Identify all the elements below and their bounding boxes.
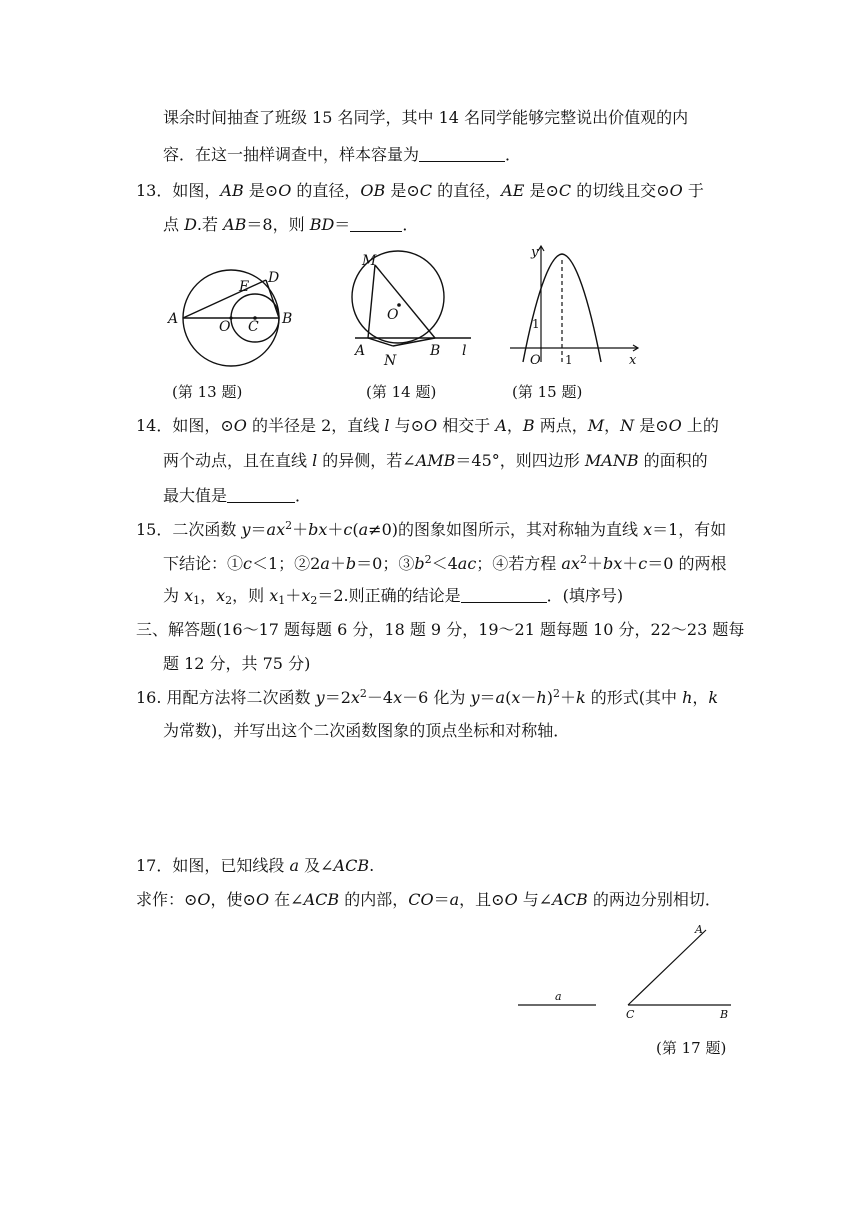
fig13-label-E: E — [239, 279, 250, 295]
figure-13 — [165, 248, 325, 378]
fig14-label-N: N — [384, 353, 397, 369]
q14-line1: 14．如图，⊙O 的半径是 2，直线 l 与⊙O 相交于 A，B 两点，M，N 是⊙O 上的 — [136, 416, 719, 435]
q17-line1: 17．如图，已知线段 a 及∠ACB. — [136, 856, 375, 875]
caption-fig14: (第 14 题) — [366, 383, 437, 401]
caption-fig17: (第 17 题) — [656, 1039, 727, 1057]
q15-line1: 15．二次函数 $y=ax^2+bx+c(a\ne 0)$的图象如图所示，其对称轴为直线 x＝1，有如 — [136, 519, 727, 539]
q14-line2: 两个动点，且在直线 l 的异侧，若∠AMB＝45°，则四边形 MANB 的面积的 — [163, 451, 708, 470]
q17-line2: 求作：⊙O，使⊙O 在∠ACB 的内部，CO＝a，且⊙O 与∠ACB 的两边分别相切． — [136, 890, 721, 909]
fig14-label-A: A — [355, 343, 366, 359]
caption-fig15: (第 15 题) — [512, 383, 583, 401]
figure-14 — [347, 245, 497, 375]
fig17-label-B: B — [720, 1008, 729, 1021]
answer-blank[interactable] — [419, 146, 505, 162]
fig14-label-l: l — [462, 343, 467, 359]
fig14-label-B: B — [430, 343, 441, 359]
fig13-label-A: A — [168, 311, 179, 327]
figure-15 — [505, 240, 655, 370]
answer-blank[interactable] — [227, 487, 295, 503]
q12-line2: 容．在这一抽样调查中，样本容量为 ． — [163, 145, 522, 164]
q14-number: 14． — [136, 416, 173, 435]
section3-line2: 题 12 分，共 75 分) — [163, 654, 311, 673]
q15-line3: 为 $x_1$，$x_2$，则 $x_1+x_2=2$.则正确的结论是 ．(填序号) — [163, 586, 624, 607]
q16-line2: 为常数)，并写出这个二次函数图象的顶点坐标和对称轴． — [163, 721, 570, 740]
q17-number: 17． — [136, 856, 173, 875]
answer-blank[interactable] — [461, 587, 547, 603]
q14-line3: 最大值是 ． — [163, 486, 312, 505]
fig17-label-C: C — [626, 1008, 635, 1021]
fig15-label-x: x — [629, 353, 637, 368]
fig17-label-a: a — [555, 990, 562, 1003]
fig13-label-C: C — [248, 319, 259, 335]
fig15-label-origin: O — [530, 353, 541, 368]
figure-17 — [515, 922, 755, 1022]
q16-line1: 16. 用配方法将二次函数 $y=2x^2-4x-6$ 化为 $y=a(x-h)^2+k$ 的形式(其中 h，k — [136, 687, 719, 707]
fig15-label-y: y — [531, 245, 539, 260]
answer-blank[interactable] — [350, 216, 402, 232]
fig13-label-B: B — [282, 311, 293, 327]
q15-number: 15． — [136, 520, 173, 539]
q12-line2-text: 容．在这一抽样调查中，样本容量为 — [163, 145, 420, 164]
fig14-label-M: M — [362, 253, 377, 269]
caption-fig13: (第 13 题) — [172, 383, 243, 401]
fig17-label-A: A — [695, 923, 703, 936]
fig15-label-one-x: 1 — [565, 353, 573, 367]
fig13-label-O: O — [219, 319, 231, 335]
fig14-label-O: O — [387, 307, 399, 323]
q15-line2: 下结论：①c＜1；②2a＋b＝0；$③b^2<4ac$；④若方程 $ax^2+bx+c=0$ 的两根 — [163, 553, 727, 573]
q12-line1: 课余时间抽查了班级 15 名同学，其中 14 名同学能够完整说出价值观的内 — [163, 108, 689, 127]
q16-number: 16. — [136, 688, 162, 707]
q13-line1: 13．如图，AB 是⊙O 的直径，OB 是⊙C 的直径，AE 是⊙C 的切线且交⊙O 于 — [136, 181, 704, 200]
q13-number: 13． — [136, 181, 173, 200]
fig13-label-D: D — [268, 270, 280, 286]
fig15-label-one-y: 1 — [532, 317, 540, 331]
section3-line1: 三、解答题(16～17 题每题 6 分，18 题 9 分，19～21 题每题 10 分，22～23 题每 — [136, 620, 745, 639]
q13-line2: 点 D.若 AB＝8，则 BD＝ ． — [163, 215, 419, 234]
